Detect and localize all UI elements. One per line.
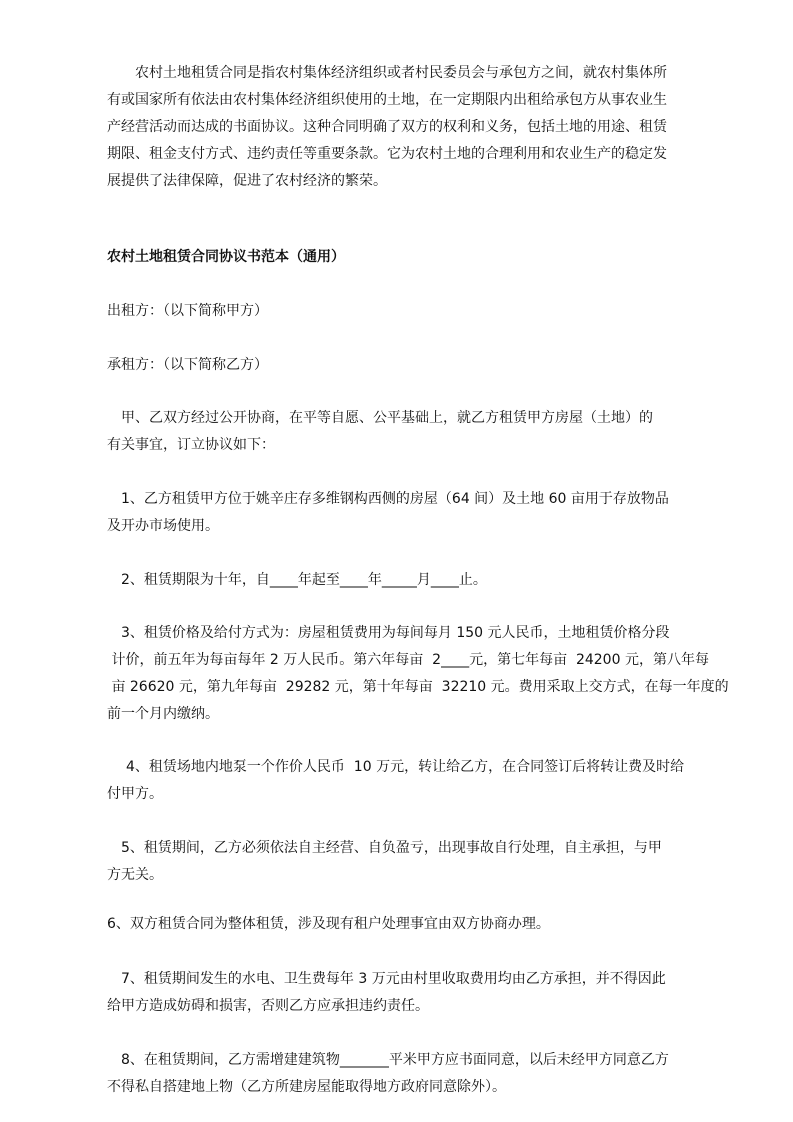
text-line: 及开办市场使用。 <box>107 518 219 534</box>
text-line: 期限、租金支付方式、违约责任等重要条款。它为农村土地的合理利用和农业生产的稳定发 <box>107 146 667 162</box>
clause-3 <box>107 620 737 728</box>
text-line: 前一个月内缴纳。 <box>107 706 219 722</box>
text-line: 2、租赁期限为十年，自____年起至____年_____月____止。 <box>107 572 487 588</box>
text-line: 产经营活动而达成的书面协议。这种合同明确了双方的权利和义务，包括土地的用途、租赁 <box>107 119 667 135</box>
text-line: 甲、乙双方经过公开协商，在平等自愿、公平基础上，就乙方租赁甲方房屋（土地）的 <box>107 410 653 426</box>
clause-7 <box>107 966 737 1020</box>
text-line: 不得私自搭建地上物（乙方所建房屋能取得地方政府同意除外）。 <box>107 1079 506 1095</box>
intro-paragraph <box>107 60 737 195</box>
clause-8 <box>107 1047 737 1101</box>
text-line: 农村土地租赁合同是指农村集体经济组织或者村民委员会与承包方之间，就农村集体所 <box>107 65 667 81</box>
clause-6 <box>107 911 737 938</box>
text-line: 展提供了法律保障，促进了农村经济的繁荣。 <box>107 173 387 189</box>
text-line: 8、在租赁期间，乙方需增建建筑物_______平米甲方应书面同意，以后未经甲方同意乙方 <box>107 1052 669 1068</box>
text-line: 3、租赁价格及给付方式为：房屋租赁费用为每间每月 150 元人民币，土地租赁价格分段 <box>107 625 670 641</box>
document-title: 农村土地租赁合同协议书范本（通用） <box>107 249 345 265</box>
clause-1 <box>107 486 737 540</box>
clause-4 <box>107 754 737 808</box>
text-line: 方无关。 <box>107 867 163 883</box>
text-line: 5、租赁期间，乙方必须依法自主经营、自负盈亏，出现事故自行处理，自主承担，与甲 <box>107 840 662 856</box>
lessor-line: 出租方：（以下简称甲方） <box>107 303 268 319</box>
lessee-line: 承租方：（以下简称乙方） <box>107 357 268 373</box>
preamble-paragraph <box>107 405 737 459</box>
text-line: 4、租赁场地内地泵一个作价人民币 10 万元，转让给乙方，在合同签订后将转让费及时给 <box>126 759 685 775</box>
text-line: 亩 26620 元，第九年每亩 29282 元，第十年每亩 32210 元。费用采取上交方式，在每一年度的 <box>107 679 729 695</box>
text-line: 6、双方租赁合同为整体租赁，涉及现有租户处理事宜由双方协商办理。 <box>107 916 550 932</box>
text-line: 1、乙方租赁甲方位于姚辛庄存多维钢构西侧的房屋（64 间）及土地 60 亩用于存放物品 <box>107 491 669 507</box>
text-line: 给甲方造成妨碍和损害，否则乙方应承担违约责任。 <box>107 998 429 1014</box>
clause-5 <box>107 835 737 889</box>
text-line: 计价，前五年为每亩每年 2 万人民币。第六年每亩 2____元，第七年每亩 24200 元，第八年每 <box>107 652 709 668</box>
text-line: 7、租赁期间发生的水电、卫生费每年 3 万元由村里收取费用均由乙方承担，并不得因此 <box>107 971 666 987</box>
text-line: 有关事宜，订立协议如下： <box>107 437 275 453</box>
clause-2 <box>107 567 737 594</box>
text-line: 有或国家所有依法由农村集体经济组织使用的土地，在一定期限内出租给承包方从事农业生 <box>107 92 667 108</box>
text-line: 付甲方。 <box>107 786 163 802</box>
